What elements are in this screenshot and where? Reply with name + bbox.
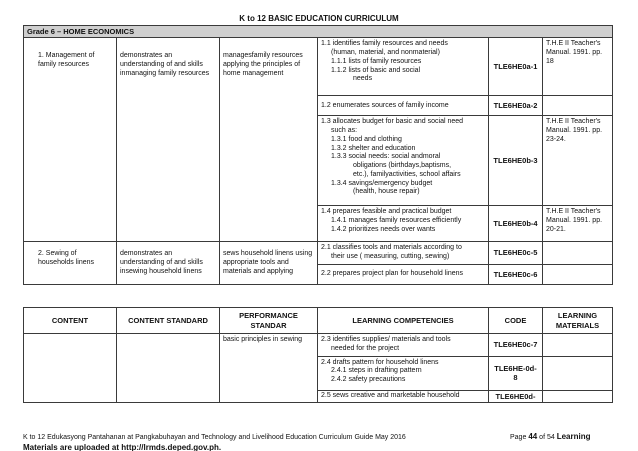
grade-header: Grade 6 – HOME ECONOMICS	[24, 26, 613, 38]
code-cell: TLE6HE0c-5	[489, 242, 543, 265]
content-text: 2. Sewing of households linens	[38, 250, 95, 267]
code-cell: TLE6HE-0d- 8	[489, 356, 543, 390]
sub-competency-cont: (health, house repair)	[353, 188, 420, 196]
competency-text: 2.3 identifies supplies/ materials and tools	[321, 336, 451, 343]
competency-text: 1.4 prepares feasible and practical budget	[321, 208, 452, 216]
content-standard-text: demonstrates an understanding of and skills inmanaging family resources	[120, 52, 210, 77]
learning-materials-cell	[543, 264, 613, 284]
performance-standard-cell	[220, 242, 318, 285]
performance-standard-text: managesfamily resources applying the principles of home management	[223, 52, 303, 77]
sub-competency: 1.3.3 social needs: social andmoral	[331, 153, 441, 161]
materials-text: Materials are uploaded at	[23, 443, 120, 451]
code-cell: TLE6HE0a-2	[489, 96, 543, 116]
sub-competency: 1.4.1 manages family resources efficiently	[331, 217, 462, 225]
code-cell: TLE6HE0c-6	[489, 264, 543, 284]
content-standard-text: demonstrates an understanding of and skills insewing household linens	[120, 250, 203, 275]
curriculum-table-top	[23, 25, 613, 285]
sub-competency-cont: obligations (birthdays,baptisms,	[353, 162, 452, 170]
table-row	[24, 334, 613, 357]
competency-text: 1.3 allocates budget for basic and social need	[321, 118, 464, 126]
footer-page-number	[510, 432, 590, 443]
content-text: 1. Management of family resources	[38, 52, 95, 69]
content-standard-cell	[117, 242, 220, 285]
content-standard-cell	[117, 334, 220, 403]
sub-competency: 1.3.2 shelter and education	[331, 144, 416, 152]
sub-competency: 1.3.1 food and clothing	[331, 135, 402, 143]
curriculum-table-bottom	[23, 307, 613, 403]
competency-cell	[318, 96, 489, 116]
content-cell	[24, 334, 117, 403]
footer-text: K to 12 Edukasyong Pantahanan at Pangkabuhayan and Technology and Livelihood Education Curriculum Guide May 2016	[23, 434, 406, 441]
performance-standard-cell	[220, 334, 318, 403]
competency-text-cont: their use ( measuring, cutting, sewing)	[331, 253, 450, 261]
competency-text: 1.2 enumerates sources of family income	[321, 101, 449, 109]
competency-text-cont: such as:	[331, 127, 358, 135]
learning-materials-cell: T.H.E II Teacher's Manual. 1991. pp. 20-21.	[543, 206, 613, 242]
header-learning-competencies: LEARNING COMPETENCIES	[318, 308, 489, 334]
page-current: 44	[528, 432, 538, 441]
learning-materials-cell: T.H.E II Teacher's Manual. 1991. pp. 23-24.	[543, 116, 613, 206]
performance-standard-text: basic principles in sewing	[223, 336, 302, 343]
competency-text: 2.4 drafts pattern for household linens	[321, 358, 439, 366]
sub-competency: 1.4.2 prioritizes needs over wants	[331, 225, 436, 233]
competency-text-cont: (human, material, and nonmaterial)	[331, 49, 440, 57]
learning-materials-cell	[543, 390, 613, 402]
page-prefix: Page	[510, 434, 527, 441]
header-learning-materials: LEARNING MATERIALS	[543, 308, 613, 334]
sub-competency-cont: etc.), familyactivities, school affairs	[353, 170, 461, 178]
competency-cell	[318, 356, 489, 390]
competency-cell	[318, 334, 489, 357]
code-cell: TLE6HE0a-1	[489, 38, 543, 96]
sub-competency: 2.4.1 steps in drafting pattern	[331, 367, 422, 375]
page-total: of 54	[539, 434, 555, 441]
footer-materials	[23, 443, 221, 451]
header-content-standard: CONTENT STANDARD	[117, 308, 220, 334]
table-row	[24, 38, 613, 96]
footer-learning: Learning	[556, 432, 591, 441]
code-cell: TLE6HE0b-4	[489, 206, 543, 242]
competency-text-cont: needed for the project	[331, 344, 400, 352]
learning-materials-cell	[543, 334, 613, 357]
code-cell: TLE6HE0b-3	[489, 116, 543, 206]
content-standard-cell	[117, 38, 220, 242]
competency-cell	[318, 242, 489, 265]
competency-cell	[318, 264, 489, 284]
table-row	[24, 242, 613, 265]
learning-materials-cell: T.H.E II Teacher's Manual. 1991. pp. 18	[543, 38, 613, 96]
header-performance-standard: PERFORMANCE STANDAR	[220, 308, 318, 334]
competency-cell	[318, 206, 489, 242]
page-title: K to 12 BASIC EDUCATION CURRICULUM	[239, 14, 399, 23]
grade-header-row	[24, 26, 613, 38]
competency-text: 2.5 sews creative and marketable household	[321, 391, 460, 399]
competency-text: 2.2 prepares project plan for household linens	[321, 270, 464, 277]
materials-link[interactable]: http://lrmds.deped.gov.ph.	[121, 443, 222, 451]
competency-cell	[318, 38, 489, 96]
header-content: CONTENT	[24, 308, 117, 334]
header-code: CODE	[489, 308, 543, 334]
header-row	[24, 308, 613, 334]
sub-competency: 2.4.2 safety precautions	[331, 376, 406, 383]
competency-cell	[318, 116, 489, 206]
learning-materials-cell	[543, 356, 613, 390]
performance-standard-text: sews household linens using appropriate tools and materials and applying	[223, 250, 313, 275]
content-cell	[24, 38, 117, 242]
code-cell: TLE6HE0d-	[489, 390, 543, 402]
competency-text: 2.1 classifies tools and materials according to	[321, 244, 462, 252]
competency-cell	[318, 390, 489, 402]
code-cell: TLE6HE0c-7	[489, 334, 543, 357]
sub-competency-cont: needs	[353, 75, 373, 83]
performance-standard-cell	[220, 38, 318, 242]
content-cell	[24, 242, 117, 285]
competency-text: 1.1 identifies family resources and needs	[321, 40, 448, 48]
learning-materials-cell	[543, 242, 613, 265]
learning-materials-cell	[543, 96, 613, 116]
sub-competency: 1.3.4 savings/emergency budget	[331, 179, 433, 187]
sub-competency: 1.1.1 lists of family resources	[331, 57, 422, 65]
sub-competency: 1.1.2 lists of basic and social	[331, 66, 421, 74]
